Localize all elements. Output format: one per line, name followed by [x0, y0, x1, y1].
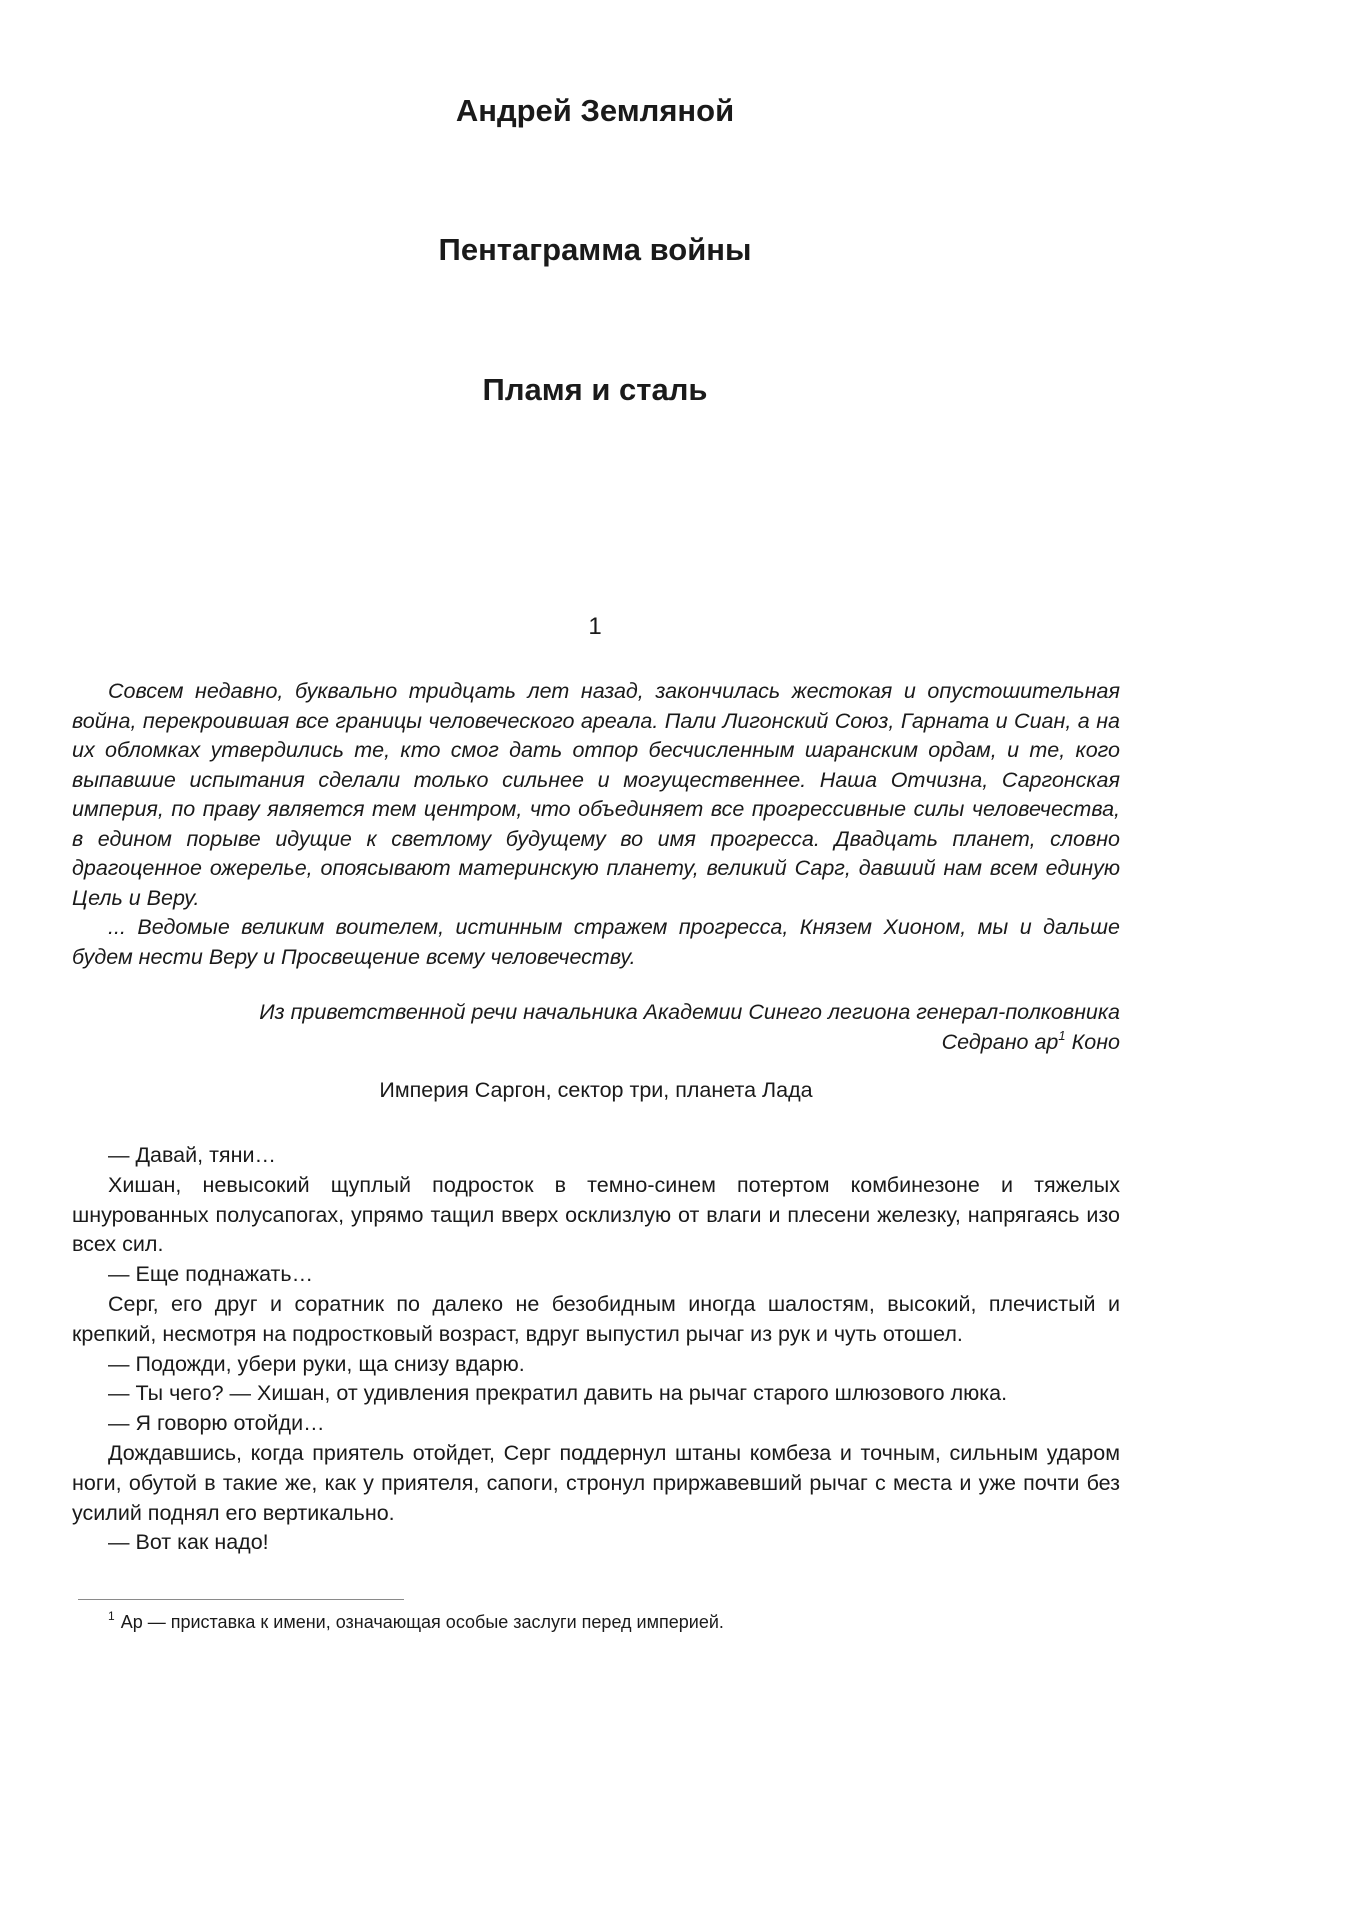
- footnote: [108, 1610, 724, 1634]
- footnote-mark: 1: [108, 1609, 115, 1623]
- body-paragraph: — Давай, тяни…: [108, 1143, 276, 1167]
- body-paragraph: — Ты чего? — Хишан, от удивления прекратил давить на рычаг старого шлюзового люка.: [108, 1381, 1008, 1406]
- location-heading: Империя Саргон, сектор три, планета Лада: [379, 1078, 813, 1102]
- body-paragraph: — Я говорю отойди…: [108, 1411, 325, 1436]
- body-text: [72, 1141, 1120, 1558]
- source-name-part: Седрано ар: [941, 1029, 1059, 1054]
- epigraph-paragraph: Совсем недавно, буквально тридцать лет назад, закончилась жестокая и опустошительная война, перекроившая все границы человеческого ареала. Пали Лигонский Союз, Гарната и Сиан, а на их обломках утвердились те, кто смог дать отпор бесчисленным шаранским ордам, и те, кого выпавшие испытания сделали только сильнее и могущественнее. Наша Отчизна, Саргонская империя, по праву является тем центром, что объединяет все прогрессивные силы человечества, в едином порыве идущие к светлому будущему во имя прогресса. Двадцать планет, словно драгоценное ожерелье, опоясывают материнскую планету, великий Сарг, давший нам всем единую Цель и Веру.: [72, 679, 1120, 910]
- author-name: Андрей Земляной: [455, 93, 735, 128]
- chapter-number: 1: [588, 613, 602, 640]
- epigraph: [72, 677, 1120, 972]
- series-title: Пентаграмма войны: [438, 232, 752, 267]
- body-paragraph: Серг, его друг и соратник по далеко не безобидным иногда шалостям, высокий, плечистый и крепкий, несмотря на подростковый возраст, вдруг выпустил рычаг из рук и чуть отошел.: [72, 1291, 1120, 1346]
- body-paragraph: Дождавшись, когда приятель отойдет, Серг поддернул штаны комбеза и точным, сильным ударом ноги, обутой в такие же, как у приятеля, сапоги, стронул приржавевший рычаг с места и уже почти без усилий поднял его вертикально.: [72, 1440, 1120, 1525]
- epigraph-paragraph: ... Ведомые великим воителем, истинным стражем прогресса, Князем Хионом, мы и дальше будем нести Веру и Просвещение всему человечеству.: [72, 915, 1120, 969]
- epigraph-source-line: Из приветственной речи начальника Академии Синего легиона генерал-полковника: [259, 1000, 1120, 1024]
- source-name-part: Коно: [1065, 1029, 1120, 1054]
- footnote-reference[interactable]: 1: [1058, 1027, 1066, 1043]
- body-paragraph: — Еще поднажать…: [108, 1262, 314, 1287]
- epigraph-source-line: [72, 1028, 1120, 1058]
- book-title: Пламя и сталь: [482, 372, 708, 407]
- footnote-divider: [78, 1599, 404, 1600]
- epigraph-source: [72, 998, 1120, 1057]
- body-paragraph: — Вот как надо!: [108, 1530, 269, 1555]
- body-paragraph: Хишан, невысокий щуплый подросток в темно-синем потертом комбинезоне и тяжелых шнурованных полусапогах, упрямо тащил вверх осклизлую от влаги и плесени железку, напрягаясь изо всех сил.: [72, 1172, 1120, 1257]
- body-paragraph: — Подожди, убери руки, ща снизу вдарю.: [108, 1351, 525, 1376]
- footnote-text: Ар — приставка к имени, означающая особые заслуги перед империей.: [120, 1612, 724, 1632]
